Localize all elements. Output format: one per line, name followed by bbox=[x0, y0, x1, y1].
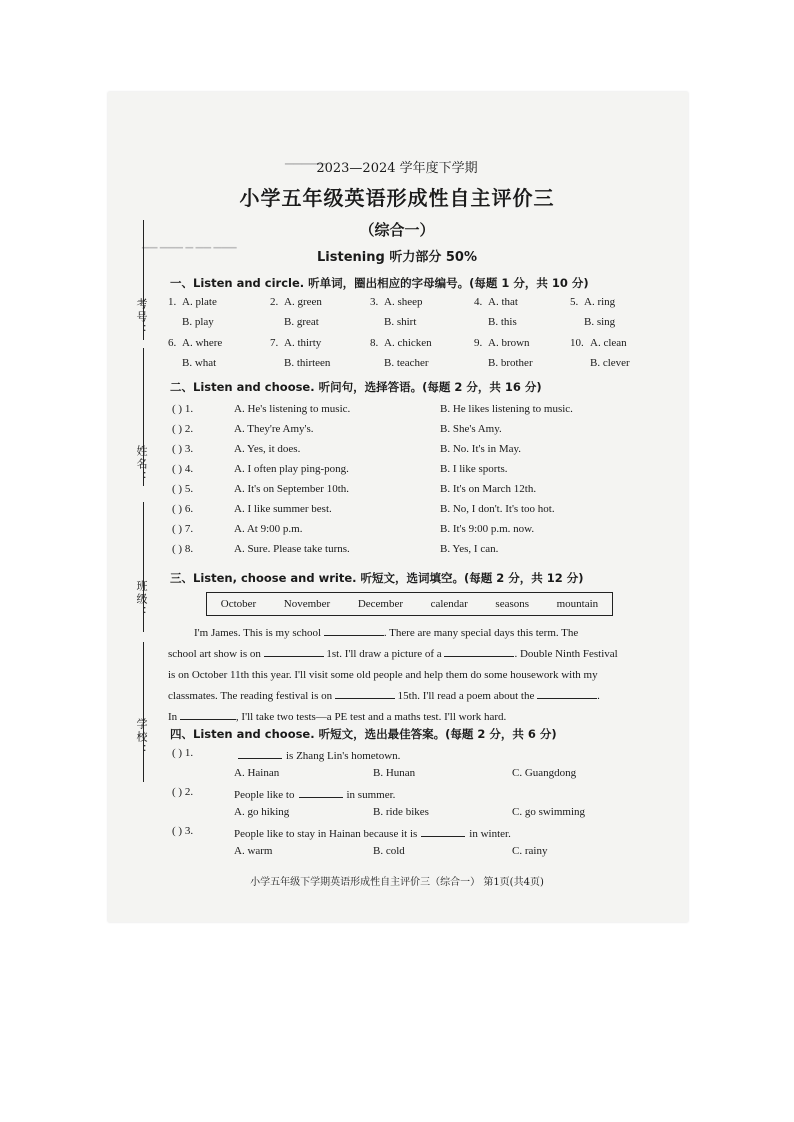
option-b[interactable]: B. No, I don't. It's too hot. bbox=[440, 503, 555, 515]
option-b[interactable]: B. play bbox=[182, 316, 214, 328]
stem-text: is Zhang Lin's hometown. bbox=[286, 750, 401, 762]
question-number: 7. bbox=[270, 337, 279, 349]
answer-blank[interactable] bbox=[421, 825, 465, 837]
bleed-through-text: ▁▁ ▁▁▁ ▁ ▁▁ ▁▁▁ bbox=[142, 238, 237, 249]
question-number: ( ) 3. bbox=[172, 825, 194, 837]
option-b[interactable]: B. It's on March 12th. bbox=[440, 483, 537, 495]
answer-blank[interactable] bbox=[299, 786, 343, 798]
option-a[interactable]: A. It's on September 10th. bbox=[234, 483, 350, 495]
stem-text: People like to bbox=[234, 789, 295, 801]
stem-text: in winter. bbox=[469, 828, 511, 840]
option-b[interactable]: B. ride bikes bbox=[373, 806, 429, 818]
option-a[interactable]: A. go hiking bbox=[234, 806, 290, 818]
question-number: 1. bbox=[168, 296, 177, 308]
option-c[interactable]: C. Guangdong bbox=[512, 767, 577, 779]
option-a[interactable]: A. ring bbox=[584, 296, 616, 308]
passage-line: is on October 11th this year. I'll visit some old people and help them do some housework with my bbox=[168, 669, 598, 681]
question-number: 10. bbox=[570, 337, 584, 349]
passage-line: classmates. The reading festival is on 15th. I'll read a poem about the . bbox=[168, 686, 650, 707]
listening-heading: Listening 听力部分 50% bbox=[317, 250, 477, 265]
answer-blank[interactable] bbox=[537, 687, 597, 699]
option-a[interactable]: A. He's listening to music. bbox=[234, 403, 351, 415]
word-bank-item: October bbox=[220, 598, 257, 610]
word-bank-item: December bbox=[357, 598, 404, 610]
school-label: 学校： bbox=[135, 718, 148, 757]
answer-blank[interactable] bbox=[180, 708, 236, 720]
section2-heading: 二、Listen and choose. 听问句，选择答语。(每题 2 分，共 16 分) bbox=[170, 380, 542, 394]
section3-heading: 三、Listen, choose and write. 听短文，选词填空。(每题 2 分，共 12 分) bbox=[170, 571, 584, 585]
question-number: ( ) 4. bbox=[172, 463, 194, 475]
option-b[interactable]: B. great bbox=[284, 316, 319, 328]
passage-line: school art show is on 1st. I'll draw a picture of a . Double Ninth Festival bbox=[168, 644, 650, 665]
option-a[interactable]: A. Yes, it does. bbox=[234, 443, 301, 455]
option-a[interactable]: A. I like summer best. bbox=[234, 503, 332, 515]
page-subtitle: （综合一） bbox=[359, 221, 435, 239]
option-a[interactable]: A. At 9:00 p.m. bbox=[234, 523, 303, 535]
word-bank bbox=[206, 592, 613, 616]
option-b[interactable]: B. She's Amy. bbox=[440, 423, 502, 435]
binding-line bbox=[143, 642, 144, 782]
word-bank-item: November bbox=[283, 598, 331, 610]
page-title: 小学五年级英语形成性自主评价三 bbox=[239, 186, 555, 210]
answer-blank[interactable] bbox=[264, 645, 324, 657]
question-number: ( ) 3. bbox=[172, 443, 194, 455]
answer-blank[interactable] bbox=[238, 747, 282, 759]
option-a[interactable]: A. Sure. Please take turns. bbox=[234, 543, 350, 555]
question-stem bbox=[234, 825, 511, 840]
section4-heading: 四、Listen and choose. 听短文，选出最佳答案。(每题 2 分，共 6 分) bbox=[170, 727, 557, 741]
question-stem bbox=[234, 786, 395, 801]
word-bank-item: seasons bbox=[495, 598, 530, 610]
question-number: ( ) 5. bbox=[172, 483, 194, 495]
option-a[interactable]: A. plate bbox=[182, 296, 217, 308]
option-b[interactable]: B. this bbox=[488, 316, 517, 328]
school-year: 2023—2024 学年度下学期 bbox=[316, 161, 478, 176]
option-b[interactable]: B. teacher bbox=[384, 357, 429, 369]
option-b[interactable]: B. cold bbox=[373, 845, 405, 857]
question-number: ( ) 2. bbox=[172, 423, 194, 435]
question-number: 2. bbox=[270, 296, 279, 308]
section1-heading: 一、Listen and circle. 听单词，圈出相应的字母编号。(每题 1 分，共 10 分) bbox=[170, 276, 589, 290]
exam-number-label: 考号： bbox=[135, 298, 148, 337]
question-number: ( ) 8. bbox=[172, 543, 194, 555]
option-b[interactable]: B. He likes listening to music. bbox=[440, 403, 573, 415]
question-number: ( ) 7. bbox=[172, 523, 194, 535]
question-number: ( ) 1. bbox=[172, 403, 194, 415]
word-bank-item: mountain bbox=[556, 598, 599, 610]
option-b[interactable]: B. sing bbox=[584, 316, 616, 328]
question-number: 3. bbox=[370, 296, 379, 308]
question-number: 5. bbox=[570, 296, 579, 308]
answer-blank[interactable] bbox=[444, 645, 514, 657]
option-a[interactable]: A. green bbox=[284, 296, 322, 308]
option-a[interactable]: A. where bbox=[182, 337, 223, 349]
passage-line: I'm James. This is my school . There are many special days this term. The bbox=[168, 623, 650, 644]
option-b[interactable]: B. brother bbox=[488, 357, 533, 369]
question-number: ( ) 2. bbox=[172, 786, 194, 798]
option-a[interactable]: A. I often play ping-pong. bbox=[234, 463, 349, 475]
stem-text: People like to stay in Hainan because it is bbox=[234, 828, 418, 840]
option-c[interactable]: C. rainy bbox=[512, 845, 548, 857]
question-number: 4. bbox=[474, 296, 483, 308]
passage-line: In , I'll take two tests—a PE test and a maths test. I'll work hard. bbox=[168, 707, 650, 728]
passage bbox=[168, 623, 650, 728]
option-b[interactable]: B. No. It's in May. bbox=[440, 443, 522, 455]
question-number: ( ) 6. bbox=[172, 503, 194, 515]
option-a[interactable]: A. sheep bbox=[384, 296, 423, 308]
option-b[interactable]: B. clever bbox=[590, 357, 630, 369]
bleed-through-text: ▁▁▁▁▁ bbox=[285, 153, 328, 165]
option-a[interactable]: A. Hainan bbox=[234, 767, 280, 779]
question-number: 9. bbox=[474, 337, 483, 349]
option-a[interactable]: A. thirty bbox=[284, 337, 322, 349]
option-a[interactable]: A. warm bbox=[234, 845, 273, 857]
option-a[interactable]: A. chicken bbox=[384, 337, 432, 349]
question-number: ( ) 1. bbox=[172, 747, 194, 759]
question-number: 6. bbox=[168, 337, 177, 349]
name-label: 姓名： bbox=[135, 445, 148, 484]
option-b[interactable]: B. Yes, I can. bbox=[440, 543, 499, 555]
option-b[interactable]: B. I like sports. bbox=[440, 463, 508, 475]
option-b[interactable]: B. It's 9:00 p.m. now. bbox=[440, 523, 535, 535]
option-b[interactable]: B. what bbox=[182, 357, 217, 369]
option-a[interactable]: A. clean bbox=[590, 337, 627, 349]
question-number: 8. bbox=[370, 337, 379, 349]
word-bank-item: calendar bbox=[430, 598, 468, 610]
page-footer: 小学五年级下学期英语形成性自主评价三（综合一） 第1页(共4页) bbox=[250, 877, 544, 888]
option-a[interactable]: A. They're Amy's. bbox=[234, 423, 314, 435]
option-b[interactable]: B. thirteen bbox=[284, 357, 331, 369]
option-a[interactable]: A. brown bbox=[488, 337, 530, 349]
exam-paper bbox=[108, 92, 688, 922]
option-b[interactable]: B. Hunan bbox=[373, 767, 416, 779]
answer-blank[interactable] bbox=[324, 624, 384, 636]
question-stem bbox=[234, 747, 400, 762]
class-label: 班级： bbox=[135, 580, 148, 619]
stem-text: in summer. bbox=[346, 789, 396, 801]
option-c[interactable]: C. go swimming bbox=[512, 806, 586, 818]
option-a[interactable]: A. that bbox=[488, 296, 518, 308]
option-b[interactable]: B. shirt bbox=[384, 316, 417, 328]
answer-blank[interactable] bbox=[335, 687, 395, 699]
